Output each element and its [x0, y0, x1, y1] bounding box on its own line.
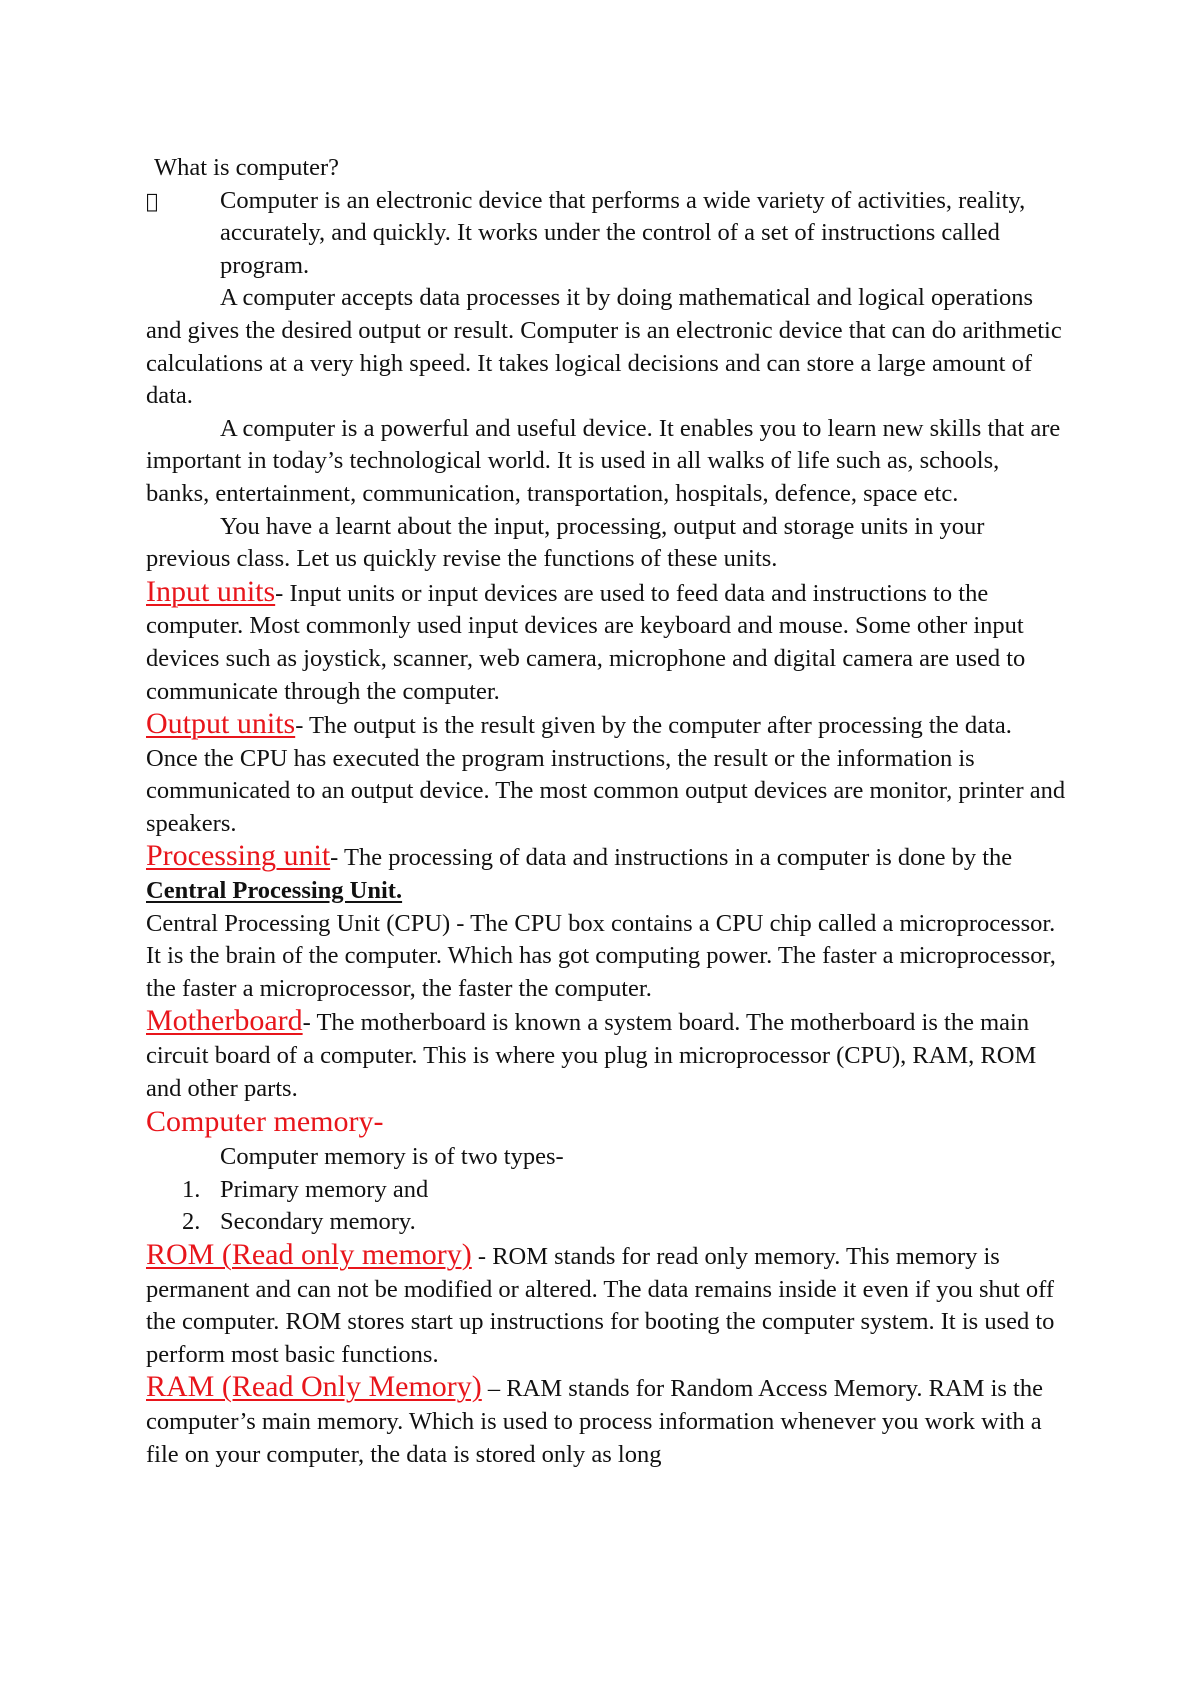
document-body	[146, 152, 1066, 1471]
intro-text: Computer is an electronic device that performs a wide variety of activities, reality, accurately, and quickly. It works under the control of a set of instructions called program.	[220, 186, 1026, 279]
rom-text: - ROM stands for read only memory. This memory is permanent and can not be modified or altered. The data remains inside it even if you shut off the computer. ROM stores start up instructions for booting the computer system. It is used to perform most basic functions.	[146, 1243, 1055, 1368]
section-output-units	[146, 708, 1066, 840]
memory-types-list	[146, 1174, 1066, 1239]
paragraph-data-processing: A computer accepts data processes it by doing mathematical and logical operations and gives the desired output or result. Computer is an electronic device that can do arithmetic calculations at a very high speed. It takes logical decisions and can store a large amount of data.	[146, 284, 1062, 410]
section-processing-unit	[146, 840, 1066, 907]
motherboard-heading: Motherboard	[146, 1004, 303, 1038]
processing-unit-text: - The processing of data and instructions in a computer is done by the	[330, 844, 1013, 872]
section-motherboard	[146, 1005, 1066, 1105]
ram-heading: RAM (Read Only Memory)	[146, 1370, 482, 1404]
bullet-icon	[146, 185, 158, 218]
section-computer-memory	[146, 1105, 1066, 1141]
intro-paragraph	[146, 185, 1066, 283]
input-units-text: - Input units or input devices are used to feed data and instructions to the computer. Most commonly used input devices are keyboard and mouse. Some other input devices such as joystick, scanner, web camera, microphone and digital camera are used to communicate through the computer.	[146, 579, 1026, 705]
list-item-text: Secondary memory.	[220, 1208, 416, 1236]
list-item-text: Primary memory and	[220, 1175, 429, 1203]
paragraph-revise-units: You have a learnt about the input, processing, output and storage units in your previous class. Let us quickly revise the functions of these units.	[146, 512, 985, 573]
list-item	[146, 1206, 1066, 1239]
rom-heading: ROM (Read only memory)	[146, 1238, 472, 1271]
cpu-term: Central Processing Unit.	[146, 877, 403, 905]
list-item	[146, 1174, 1066, 1207]
computer-memory-intro: Computer memory is of two types-	[220, 1143, 564, 1171]
section-rom	[146, 1239, 1066, 1371]
input-units-heading: Input units	[146, 574, 276, 608]
paragraph-cpu: Central Processing Unit (CPU) - The CPU box contains a CPU chip called a microprocessor. It is the brain of the computer. Which has got computing power. The faster a microprocessor, the faster a microprocessor, the faster the computer.	[146, 909, 1056, 1002]
output-units-text: - The output is the result given by the computer after processing the data. Once the CPU has executed the program instructions, the result or the information is communicated to an output device. The most common output devices are monitor, printer and speakers.	[146, 712, 1066, 837]
ram-text: – RAM stands for Random Access Memory. RAM is the computer’s main memory. Which is used to process information whenever you work with a file on your computer, the data is stored only as long	[146, 1375, 1043, 1468]
output-units-heading: Output units	[146, 707, 296, 741]
list-item-number: 1.	[182, 1175, 201, 1203]
computer-memory-heading: Computer memory-	[146, 1105, 384, 1139]
paragraph-useful-device: A computer is a powerful and useful device. It enables you to learn new skills that are important in today’s technological world. It is used in all walks of life such as, schools, banks, entertainment, communication, transportation, hospitals, defence, space etc.	[146, 414, 1061, 507]
processing-unit-heading: Processing unit	[146, 839, 331, 873]
section-ram	[146, 1371, 1066, 1471]
document-title: What is computer?	[154, 154, 340, 181]
motherboard-text: - The motherboard is known a system board. The motherboard is the main circuit board of a computer. This is where you plug in microprocessor (CPU), RAM, ROM and other parts.	[146, 1009, 1037, 1102]
section-input-units	[146, 576, 1066, 708]
list-item-number: 2.	[182, 1208, 201, 1236]
